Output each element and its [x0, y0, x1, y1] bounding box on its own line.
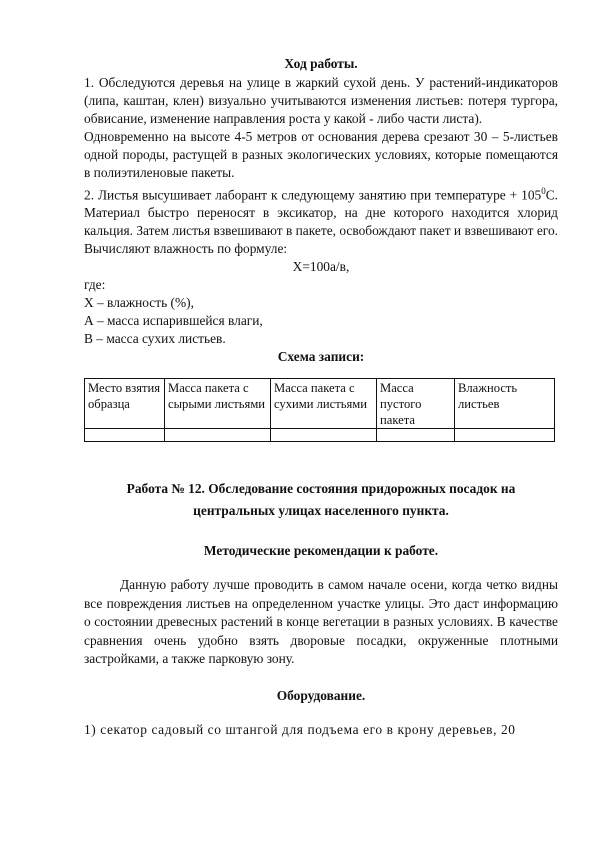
definition-x: Х – влажность (%), — [84, 295, 194, 311]
table-cell — [165, 429, 271, 442]
equipment-title: Оборудование. — [276, 687, 366, 703]
table-cell — [271, 429, 377, 442]
record-scheme-table — [84, 378, 555, 442]
section-title-progress: Ход работы. — [284, 56, 358, 71]
table-header-cell: Масса пакета с сухими листьями — [271, 379, 377, 429]
table-header-cell: Влажность листьев — [455, 379, 555, 429]
document-page — [84, 55, 558, 739]
table-header-cell: Место взятия образца — [85, 379, 165, 429]
work-12-title-line-2: центральных улицах населенного пункта. — [193, 503, 449, 519]
step-1-paragraph: 1. Обследуются деревья на улице в жаркий сухой день. У растений-индикаторов (липа, каштан, клен) визуально учитываются изменения листьев: потеря тургора, обвисание, изменение направления роста у какой - либо части листа). — [84, 75, 558, 126]
where-label: где: — [84, 277, 106, 293]
equipment-item-1: 1) секатор садовый со штангой для подъема его в крону деревьев, 20 — [84, 721, 516, 737]
method-paragraph: Данную работу лучше проводить в самом начале осени, когда четко видны все повреждения листьев на определенном участке улицы. Это даст информацию о состоянии древесных растений в конце вегетации в разных условиях. В качестве сравнения очень удобно взять дворовые посадки, окруженные плотными застройками, а также парковую зону. — [84, 577, 558, 667]
step-2-text-b: С. Материал быстро переносят в эксикатор, на дне которого находится хлорид кальция. Затем листья взвешивают в пакете, освобождают пакет и взвешивают его. Вычисляют влажность по формуле: — [84, 187, 558, 257]
table-cell — [455, 429, 555, 442]
method-title: Методические рекомендации к работе. — [203, 543, 439, 559]
step-2-text-a: 2. Листья высушивает лаборант к следующему занятию при температуре + 105 — [84, 187, 542, 203]
definition-a: А – масса испарившейся влаги, — [84, 313, 263, 329]
degree-superscript: 0 — [541, 186, 546, 196]
definition-b: В – масса сухих листьев. — [84, 331, 226, 347]
table-cell — [377, 429, 455, 442]
humidity-formula: Х=100а/в, — [292, 259, 350, 275]
table-cell — [85, 429, 165, 442]
step-1-continuation: Одновременно на высоте 4-5 метров от основания дерева срезают 30 – 5-листьев одной породы, растущей в разных экологических условиях, которые помещаются в полиэтиленовые пакеты. — [84, 129, 558, 180]
table-header-row — [85, 379, 555, 429]
scheme-title: Схема записи: — [277, 349, 365, 365]
work-12-title — [84, 478, 558, 522]
table-header-cell: Масса пустого пакета — [377, 379, 455, 429]
table-header-cell: Масса пакета с сырыми листьями — [165, 379, 271, 429]
work-12-title-line-1: Работа № 12. Обследование состояния придорожных посадок на — [126, 481, 516, 497]
step-2-paragraph — [84, 182, 558, 258]
table-row — [85, 429, 555, 442]
